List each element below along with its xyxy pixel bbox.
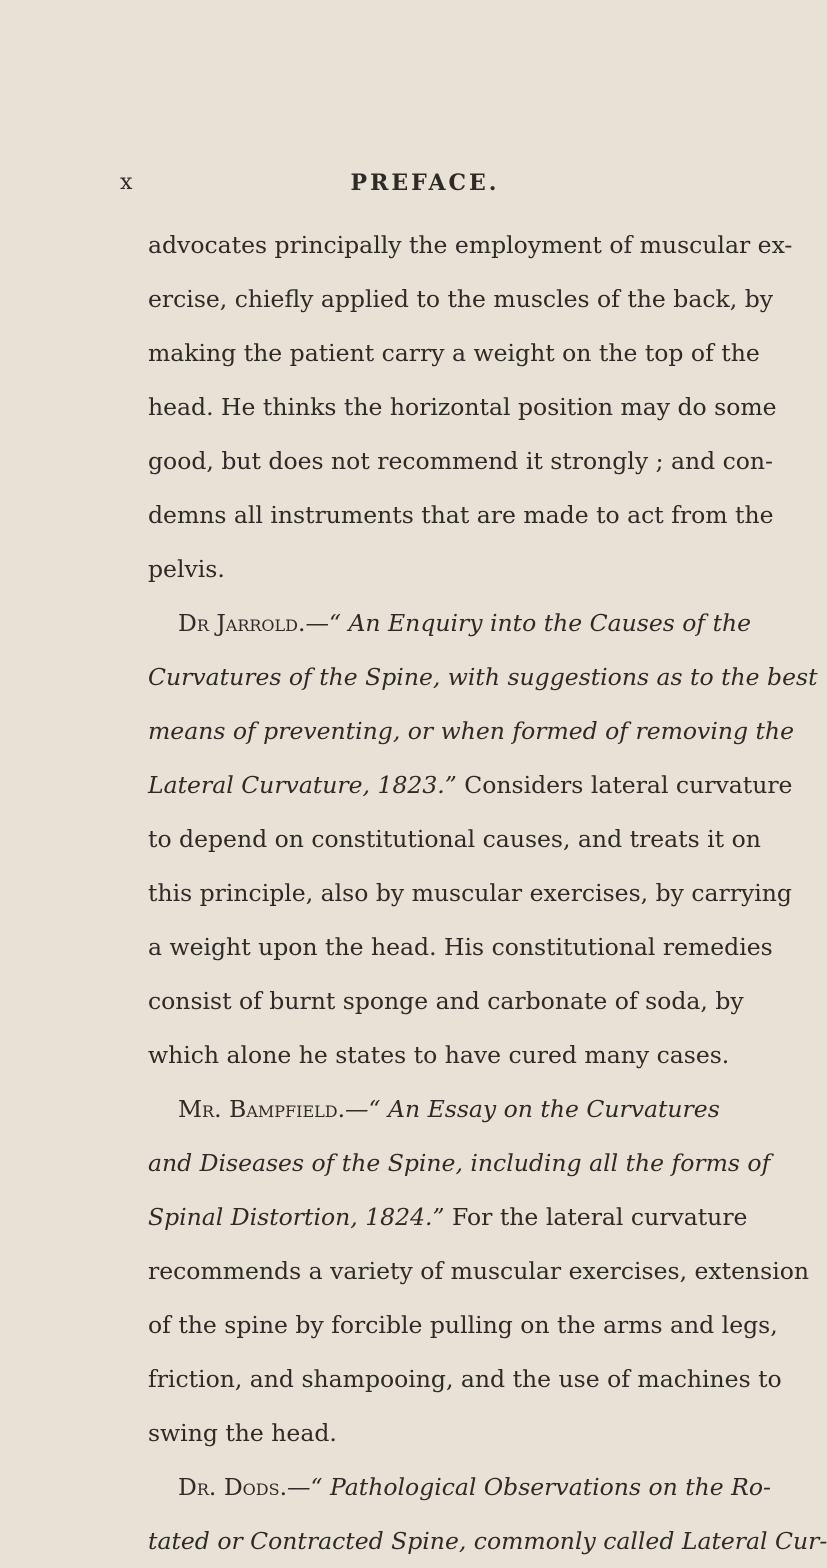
text-line: this principle, also by muscular exercises, by carrying: [148, 879, 792, 907]
text-span: Considers lateral curvature: [456, 771, 793, 799]
text-span: For the lateral curvature: [444, 1203, 748, 1231]
text-line: pelvis.: [148, 555, 225, 583]
text-line: [148, 1514, 827, 1568]
text-line: advocates principally the employment of muscular ex-: [148, 231, 793, 259]
work-title: —“ Pathological Observations on the Ro-: [287, 1473, 771, 1501]
body-text: [148, 218, 827, 1568]
text-line: [148, 1460, 771, 1514]
text-line: friction, and shampooing, and the use of machines to: [148, 1365, 782, 1393]
text-line: [148, 704, 794, 758]
paragraph-3: [148, 1082, 810, 1460]
author-name: Mr. Bampfield.: [178, 1095, 346, 1123]
author-name: Dr Jarrold.: [178, 609, 306, 637]
text-line: which alone he states to have cured many cases.: [148, 1041, 730, 1069]
text-line: swing the head.: [148, 1419, 337, 1447]
work-title: tated or Contracted Spine, commonly called Lateral Cur-: [148, 1527, 827, 1555]
text-line: [148, 650, 818, 704]
text-line: consist of burnt sponge and carbonate of soda, by: [148, 987, 744, 1015]
work-title: Curvatures of the Spine, with suggestions as to the best: [148, 663, 818, 691]
running-head: [120, 170, 730, 210]
text-line: making the patient carry a weight on the top of the: [148, 339, 760, 367]
text-line: [148, 1190, 748, 1244]
work-title: means of preventing, or when formed of removing the: [148, 717, 794, 745]
work-title: Spinal Distortion, 1824.”: [148, 1203, 445, 1231]
text-line: of the spine by forcible pulling on the arms and legs,: [148, 1311, 778, 1339]
work-title: —“ An Enquiry into the Causes of the: [305, 609, 752, 637]
text-line: [148, 596, 752, 650]
text-line: recommends a variety of muscular exercises, extension: [148, 1257, 810, 1285]
text-line: a weight upon the head. His constitutional remedies: [148, 933, 773, 961]
work-title: and Diseases of the Spine, including all the forms of: [148, 1149, 771, 1177]
author-name: Dr. Dods.: [178, 1473, 288, 1501]
text-line: to depend on constitutional causes, and treats it on: [148, 825, 761, 853]
text-line: good, but does not recommend it strongly ; and con-: [148, 447, 773, 475]
work-title: Lateral Curvature, 1823.”: [148, 771, 457, 799]
text-line: [148, 1136, 771, 1190]
paragraph-4: [148, 1460, 827, 1568]
text-line: [148, 758, 793, 812]
text-line: demns all instruments that are made to act from the: [148, 501, 774, 529]
paragraph-2: [148, 596, 818, 1082]
text-line: ercise, chiefly applied to the muscles of the back, by: [148, 285, 774, 313]
page-number: x: [120, 170, 134, 195]
text-line: head. He thinks the horizontal position may do some: [148, 393, 777, 421]
work-title: —“ An Essay on the Curvatures: [345, 1095, 720, 1123]
paragraph-1: [148, 218, 793, 596]
running-title: PREFACE.: [350, 170, 500, 196]
text-line: [148, 1082, 720, 1136]
